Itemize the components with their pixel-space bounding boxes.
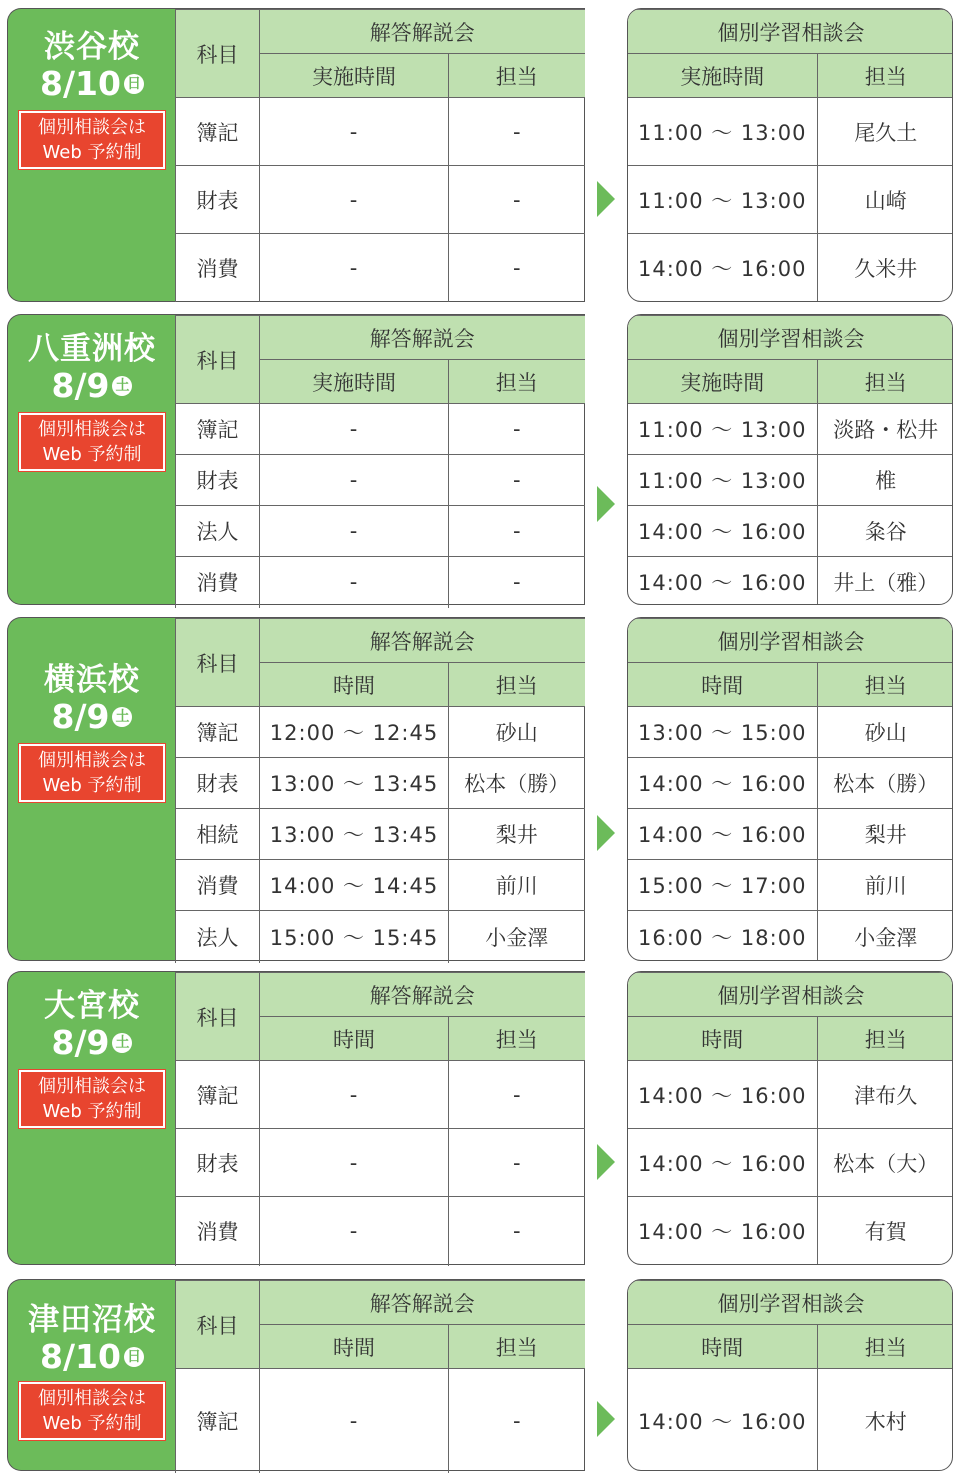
school-block (7, 617, 176, 961)
answer-time-cell: - (260, 1369, 449, 1473)
subject-cell: 簿記 (176, 1061, 260, 1129)
subject-cell: 消費 (176, 557, 260, 608)
web-notice-line2: Web 予約制 (42, 142, 142, 163)
answer-session-table (175, 971, 585, 1265)
consultation-grid (628, 1280, 953, 1471)
web-notice-line2: Web 予約制 (42, 1101, 142, 1122)
consult-staff-cell: 山崎 (817, 166, 953, 234)
subject-cell: 簿記 (176, 98, 260, 166)
arrow-right-icon (597, 1401, 615, 1437)
table-row (628, 860, 953, 911)
table-row (176, 557, 585, 608)
web-reservation-notice (19, 744, 165, 802)
answer-time-cell: - (260, 506, 449, 557)
answer-session-grid (175, 972, 585, 1266)
table-row (176, 1061, 585, 1129)
staff-header: 担当 (449, 1017, 585, 1061)
day-badge: 土 (112, 1033, 132, 1053)
consult-time-cell: 11:00 ～ 13:00 (628, 166, 817, 234)
time-header: 時間 (628, 1017, 817, 1061)
consult-time-cell: 14:00 ～ 16:00 (628, 1061, 817, 1129)
web-reservation-notice (19, 413, 165, 471)
school-section (7, 314, 953, 605)
consult-staff-cell: 椎 (817, 455, 953, 506)
staff-header: 担当 (817, 54, 953, 98)
answer-session-table (175, 1279, 585, 1471)
consultation-grid (628, 9, 953, 302)
subject-cell: 財表 (176, 1129, 260, 1197)
table-row (176, 1129, 585, 1197)
time-header: 時間 (260, 1325, 449, 1369)
answer-session-title: 解答解説会 (260, 10, 585, 54)
arrow-right-icon (597, 1144, 615, 1180)
subject-cell: 法人 (176, 911, 260, 963)
date-text: 8/9 (51, 1023, 110, 1062)
subject-header: 科目 (176, 973, 260, 1061)
answer-staff-cell: - (449, 557, 585, 608)
time-header: 時間 (628, 1325, 817, 1369)
table-row (628, 404, 953, 455)
consult-staff-cell: 井上（雅） (817, 557, 953, 606)
answer-time-cell: - (260, 1129, 449, 1197)
subject-cell: 消費 (176, 860, 260, 911)
consult-staff-cell: 尾久土 (817, 98, 953, 166)
consult-time-cell: 15:00 ～ 17:00 (628, 860, 817, 911)
consult-staff-cell: 粂谷 (817, 506, 953, 557)
answer-time-cell: 14:00 ～ 14:45 (260, 860, 449, 911)
consultation-table (627, 617, 953, 961)
consult-time-cell: 13:00 ～ 15:00 (628, 707, 817, 758)
subject-header: 科目 (176, 316, 260, 404)
staff-header: 担当 (449, 54, 585, 98)
arrow-right-icon (597, 486, 615, 522)
table-row (176, 911, 585, 963)
staff-header: 担当 (449, 663, 585, 707)
subject-cell: 簿記 (176, 404, 260, 455)
school-date (8, 367, 176, 405)
consultation-table (627, 971, 953, 1265)
table-row (176, 506, 585, 557)
table-row (628, 809, 953, 860)
table-row (628, 758, 953, 809)
school-date (8, 698, 176, 736)
table-row (176, 809, 585, 860)
answer-session-title: 解答解説会 (260, 973, 585, 1017)
table-row (176, 404, 585, 455)
web-notice-line1: 個別相談会は (38, 750, 146, 771)
school-date (8, 65, 176, 103)
consultation-title: 個別学習相談会 (628, 1281, 953, 1325)
consult-time-cell: 14:00 ～ 16:00 (628, 809, 817, 860)
time-header: 実施時間 (260, 360, 449, 404)
day-badge: 土 (112, 376, 132, 396)
answer-session-table (175, 617, 585, 961)
consultation-table (627, 8, 953, 302)
arrow-right-icon (597, 181, 615, 217)
table-row (628, 707, 953, 758)
consult-time-cell: 14:00 ～ 16:00 (628, 1129, 817, 1197)
school-name: 八重洲校 (28, 331, 156, 367)
answer-session-title: 解答解説会 (260, 1281, 585, 1325)
web-notice-line1: 個別相談会は (38, 1076, 146, 1097)
subject-header: 科目 (176, 1281, 260, 1369)
consultation-title: 個別学習相談会 (628, 10, 953, 54)
consult-staff-cell: 松本（勝） (817, 758, 953, 809)
subject-header: 科目 (176, 619, 260, 707)
time-header: 実施時間 (628, 54, 817, 98)
consultation-grid (628, 618, 953, 961)
table-row (628, 1197, 953, 1266)
answer-staff-cell: - (449, 1129, 585, 1197)
answer-time-cell: 13:00 ～ 13:45 (260, 758, 449, 809)
web-reservation-notice (19, 1070, 165, 1128)
consult-time-cell: 14:00 ～ 16:00 (628, 557, 817, 606)
consultation-title: 個別学習相談会 (628, 316, 953, 360)
day-badge: 日 (124, 74, 144, 94)
time-header: 実施時間 (260, 54, 449, 98)
consult-time-cell: 14:00 ～ 16:00 (628, 1369, 817, 1472)
table-row (628, 506, 953, 557)
school-block (7, 8, 176, 302)
school-section (7, 617, 953, 961)
staff-header: 担当 (449, 1325, 585, 1369)
subject-cell: 消費 (176, 1197, 260, 1266)
table-row (176, 707, 585, 758)
table-row (176, 758, 585, 809)
staff-header: 担当 (449, 360, 585, 404)
time-header: 時間 (260, 1017, 449, 1061)
answer-staff-cell: - (449, 98, 585, 166)
table-row (628, 1369, 953, 1472)
school-name: 津田沼校 (28, 1302, 156, 1338)
consult-staff-cell: 松本（大） (817, 1129, 953, 1197)
web-notice-line1: 個別相談会は (38, 1388, 146, 1409)
answer-session-grid (175, 1280, 585, 1473)
web-notice-line2: Web 予約制 (42, 775, 142, 796)
consult-staff-cell: 小金澤 (817, 911, 953, 962)
school-name: 横浜校 (44, 662, 140, 698)
table-row (176, 166, 585, 234)
answer-session-grid (175, 618, 585, 963)
date-text: 8/9 (51, 366, 110, 405)
consult-time-cell: 11:00 ～ 13:00 (628, 98, 817, 166)
answer-staff-cell: 前川 (449, 860, 585, 911)
table-row (176, 1197, 585, 1266)
arrow-right-icon (597, 815, 615, 851)
table-row (628, 98, 953, 166)
table-row (176, 234, 585, 302)
consultation-title: 個別学習相談会 (628, 973, 953, 1017)
staff-header: 担当 (817, 1325, 953, 1369)
answer-staff-cell: - (449, 455, 585, 506)
consultation-table (627, 1279, 953, 1471)
consult-time-cell: 16:00 ～ 18:00 (628, 911, 817, 962)
consultation-grid (628, 315, 953, 605)
consult-time-cell: 11:00 ～ 13:00 (628, 404, 817, 455)
day-badge: 日 (124, 1347, 144, 1367)
consult-staff-cell: 淡路・松井 (817, 404, 953, 455)
web-reservation-notice (19, 111, 165, 169)
answer-time-cell: - (260, 98, 449, 166)
answer-staff-cell: 小金澤 (449, 911, 585, 963)
answer-staff-cell: - (449, 1061, 585, 1129)
answer-staff-cell: - (449, 234, 585, 302)
subject-cell: 法人 (176, 506, 260, 557)
answer-session-table (175, 314, 585, 605)
answer-session-grid (175, 315, 585, 608)
table-row (176, 98, 585, 166)
answer-staff-cell: - (449, 1369, 585, 1473)
consult-staff-cell: 津布久 (817, 1061, 953, 1129)
answer-time-cell: - (260, 1061, 449, 1129)
school-block (7, 971, 176, 1265)
table-row (628, 557, 953, 606)
consult-staff-cell: 砂山 (817, 707, 953, 758)
school-name: 大宮校 (44, 988, 140, 1024)
answer-time-cell: - (260, 557, 449, 608)
consult-staff-cell: 梨井 (817, 809, 953, 860)
consultation-table (627, 314, 953, 605)
date-text: 8/10 (40, 1337, 121, 1376)
answer-time-cell: 13:00 ～ 13:45 (260, 809, 449, 860)
answer-staff-cell: - (449, 166, 585, 234)
answer-time-cell: - (260, 455, 449, 506)
answer-staff-cell: 梨井 (449, 809, 585, 860)
school-block (7, 1279, 176, 1471)
answer-session-title: 解答解説会 (260, 316, 585, 360)
table-row (176, 455, 585, 506)
table-row (628, 911, 953, 962)
date-text: 8/9 (51, 697, 110, 736)
time-header: 実施時間 (628, 360, 817, 404)
answer-time-cell: 15:00 ～ 15:45 (260, 911, 449, 963)
table-row (628, 1129, 953, 1197)
subject-cell: 簿記 (176, 1369, 260, 1473)
school-name: 渋谷校 (44, 29, 140, 65)
time-header: 時間 (260, 663, 449, 707)
answer-staff-cell: - (449, 1197, 585, 1266)
web-reservation-notice (19, 1382, 165, 1440)
subject-cell: 相続 (176, 809, 260, 860)
subject-cell: 財表 (176, 166, 260, 234)
answer-time-cell: 12:00 ～ 12:45 (260, 707, 449, 758)
answer-time-cell: - (260, 404, 449, 455)
consult-time-cell: 14:00 ～ 16:00 (628, 1197, 817, 1266)
staff-header: 担当 (817, 1017, 953, 1061)
answer-time-cell: - (260, 1197, 449, 1266)
answer-staff-cell: - (449, 404, 585, 455)
school-date (8, 1024, 176, 1062)
school-section (7, 971, 953, 1265)
answer-session-grid (175, 9, 585, 302)
school-date (8, 1338, 176, 1376)
school-block (7, 314, 176, 605)
table-row (628, 234, 953, 302)
answer-session-title: 解答解説会 (260, 619, 585, 663)
table-row (628, 455, 953, 506)
answer-session-table (175, 8, 585, 302)
consult-staff-cell: 久米井 (817, 234, 953, 302)
consultation-title: 個別学習相談会 (628, 619, 953, 663)
subject-cell: 財表 (176, 455, 260, 506)
consult-staff-cell: 木村 (817, 1369, 953, 1472)
answer-staff-cell: 砂山 (449, 707, 585, 758)
web-notice-line2: Web 予約制 (42, 444, 142, 465)
consult-staff-cell: 前川 (817, 860, 953, 911)
table-row (176, 1369, 585, 1473)
web-notice-line1: 個別相談会は (38, 419, 146, 440)
answer-staff-cell: 松本（勝） (449, 758, 585, 809)
consult-time-cell: 14:00 ～ 16:00 (628, 758, 817, 809)
subject-header: 科目 (176, 10, 260, 98)
web-notice-line2: Web 予約制 (42, 1413, 142, 1434)
consult-staff-cell: 有賀 (817, 1197, 953, 1266)
answer-staff-cell: - (449, 506, 585, 557)
date-text: 8/10 (40, 64, 121, 103)
staff-header: 担当 (817, 360, 953, 404)
subject-cell: 簿記 (176, 707, 260, 758)
school-section (7, 8, 953, 302)
web-notice-line1: 個別相談会は (38, 117, 146, 138)
table-row (628, 1061, 953, 1129)
answer-time-cell: - (260, 166, 449, 234)
consultation-grid (628, 972, 953, 1265)
subject-cell: 財表 (176, 758, 260, 809)
answer-time-cell: - (260, 234, 449, 302)
consult-time-cell: 14:00 ～ 16:00 (628, 234, 817, 302)
school-section (7, 1279, 953, 1471)
subject-cell: 消費 (176, 234, 260, 302)
day-badge: 土 (112, 707, 132, 727)
staff-header: 担当 (817, 663, 953, 707)
consult-time-cell: 14:00 ～ 16:00 (628, 506, 817, 557)
consult-time-cell: 11:00 ～ 13:00 (628, 455, 817, 506)
table-row (628, 166, 953, 234)
table-row (176, 860, 585, 911)
time-header: 時間 (628, 663, 817, 707)
